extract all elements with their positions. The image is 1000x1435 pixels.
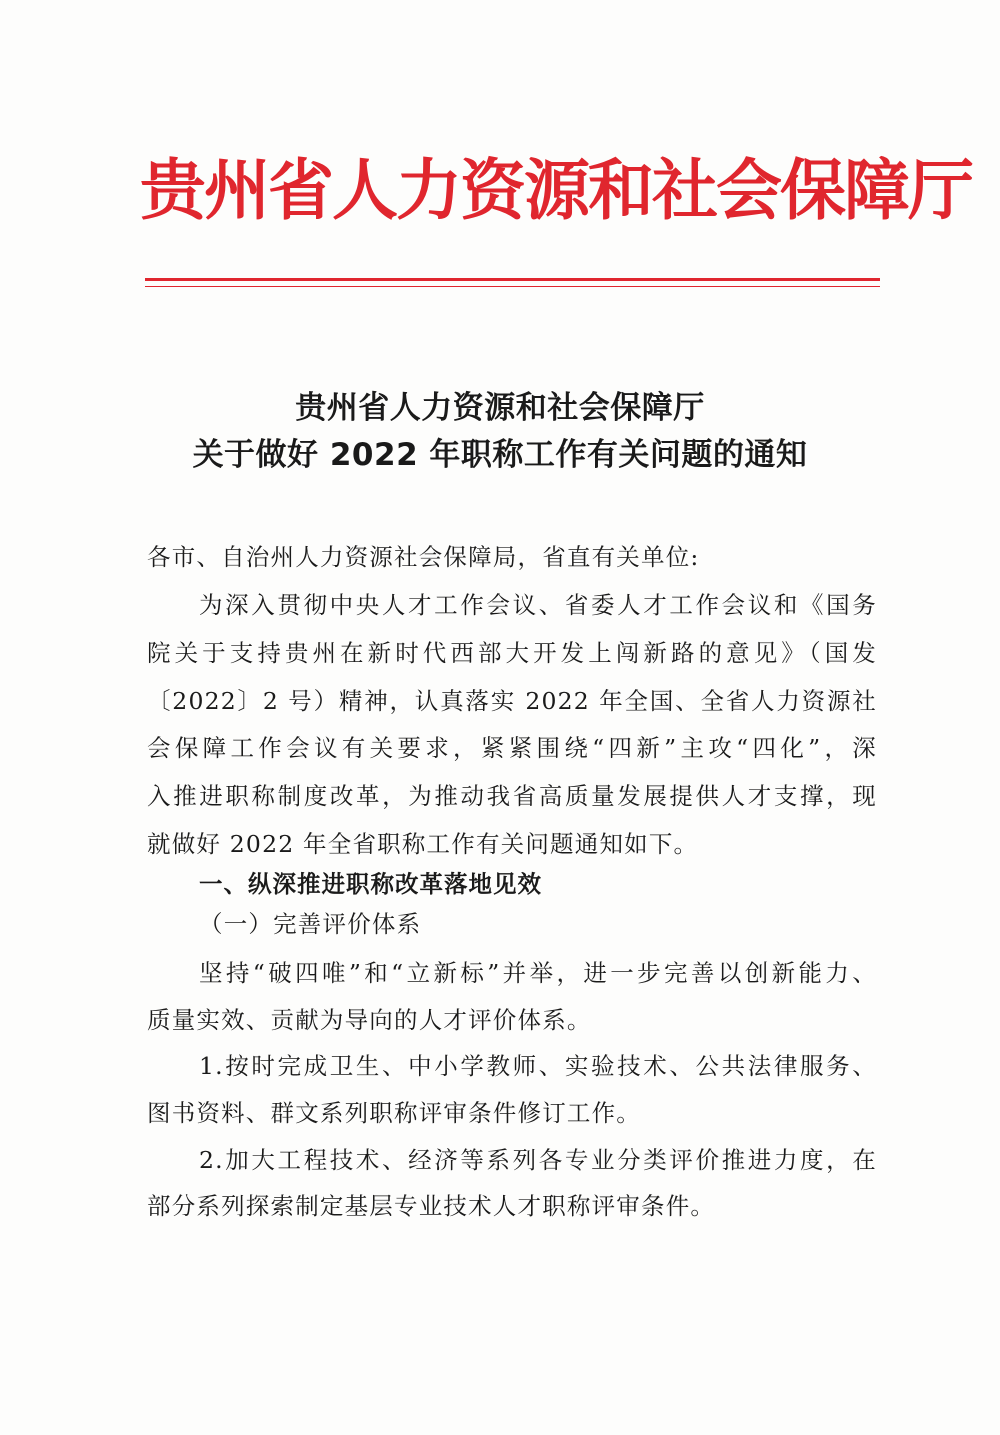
paragraph-2-line: 质量实效、贡献为导向的人才评价体系。 [147, 1006, 592, 1034]
paragraph-2-line: 坚持“破四唯”和“立新标”并举，进一步完善以创新能力、 [199, 959, 877, 987]
letterhead-rule-thick [145, 278, 880, 281]
section-heading: 一、纵深推进职称改革落地见效 [199, 870, 542, 898]
list-item-2-line: 2.加大工程技术、经济等系列各专业分类评价推进力度，在 [199, 1146, 877, 1174]
paragraph-1-line: 入推进职称制度改革，为推动我省高质量发展提供人才支撑，现 [147, 782, 877, 810]
paragraph-1-line: 为深入贯彻中央人才工作会议、省委人才工作会议和《国务 [199, 591, 877, 619]
document-title-line-2: 关于做好 2022 年职称工作有关问题的通知 [192, 437, 808, 473]
document-title-line-1: 贵州省人力资源和社会保障厅 [295, 390, 705, 426]
paragraph-1-line: 院关于支持贵州在新时代西部大开发上闯新路的意见》（国发 [147, 639, 877, 667]
list-item-1-line: 1.按时完成卫生、中小学教师、实验技术、公共法律服务、 [199, 1052, 877, 1080]
paragraph-1-line: 〔2022〕2 号）精神，认真落实 2022 年全国、全省人力资源社 [147, 687, 877, 715]
letterhead-rule-thin [145, 286, 880, 287]
salutation: 各市、自治州人力资源社会保障局，省直有关单位: [147, 543, 700, 571]
paragraph-1-line: 会保障工作会议有关要求，紧紧围绕“四新”主攻“四化”，深 [147, 734, 877, 762]
subsection-heading: （一）完善评价体系 [199, 910, 422, 938]
list-item-2-line: 部分系列探索制定基层专业技术人才职称评审条件。 [147, 1192, 716, 1220]
list-item-1-line: 图书资料、群文系列职称评审条件修订工作。 [147, 1099, 641, 1127]
agency-letterhead: 贵州省人力资源和社会保障厅 [140, 151, 972, 229]
paragraph-1-line: 就做好 2022 年全省职称工作有关问题通知如下。 [147, 830, 699, 858]
